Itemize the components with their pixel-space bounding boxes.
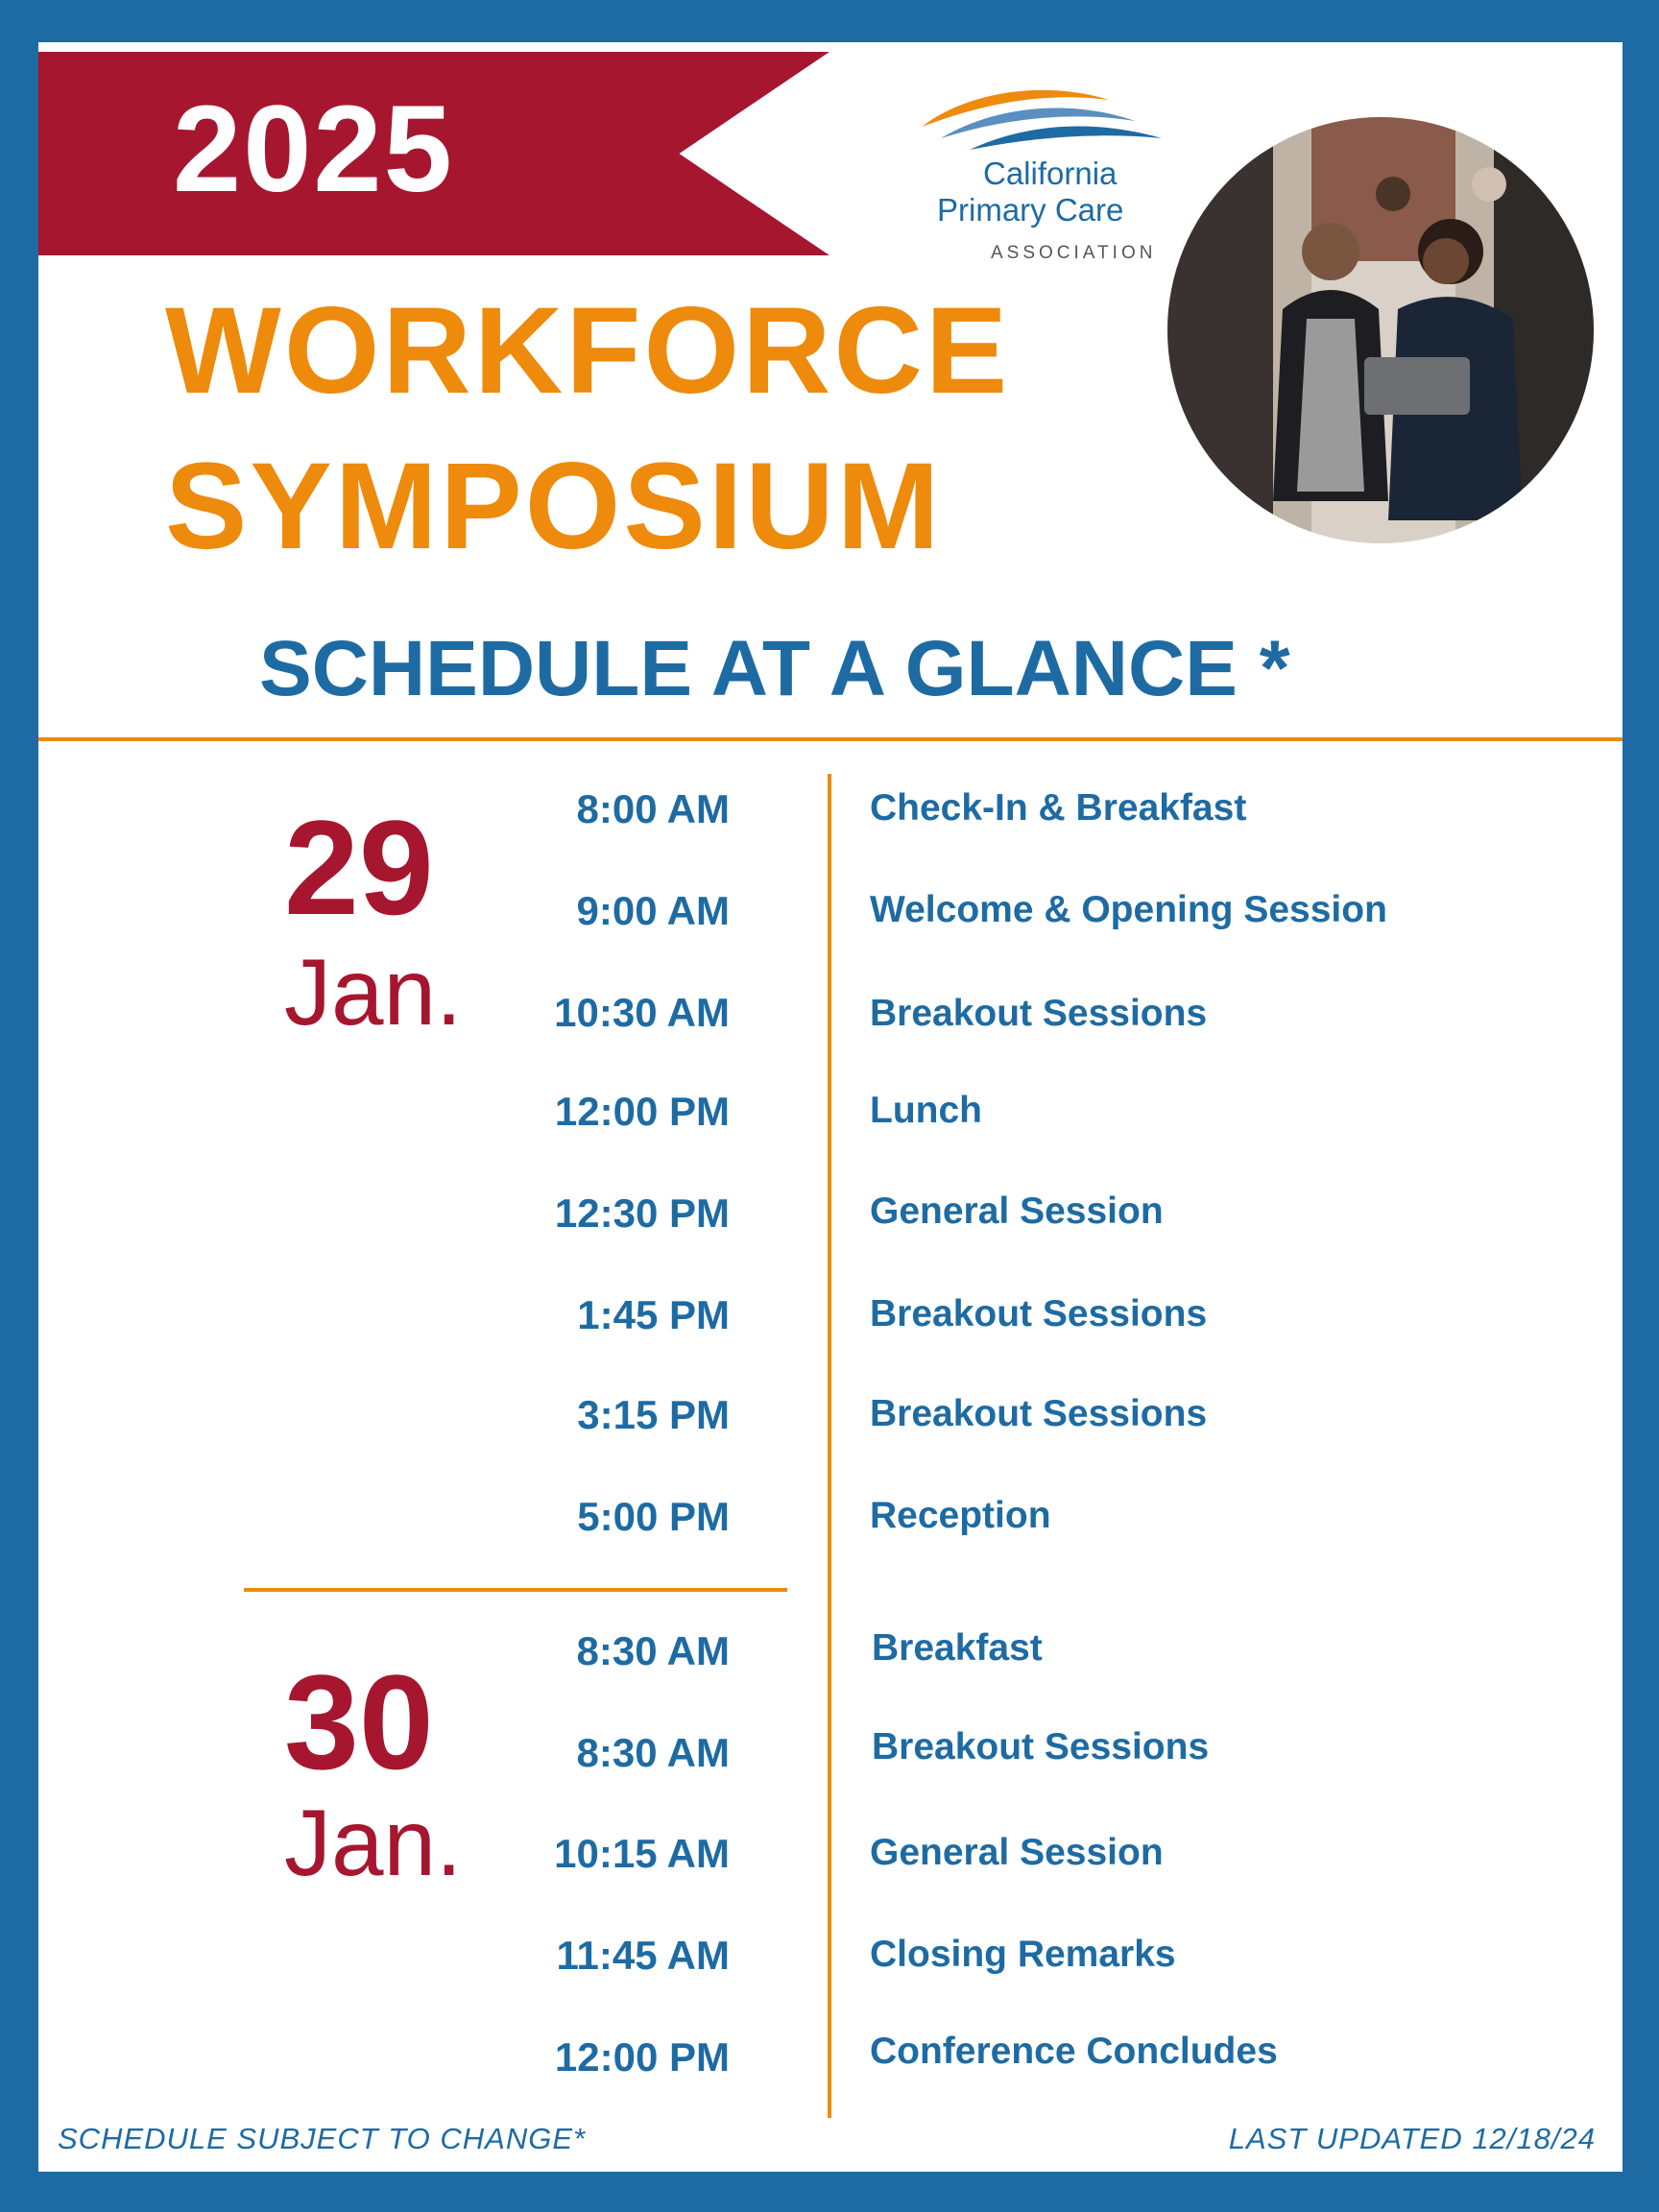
year-label: 2025 bbox=[173, 81, 454, 218]
logo-text-line1: California bbox=[983, 156, 1118, 191]
day1-time-3: 10:30 AM bbox=[554, 990, 730, 1035]
day1-month: Jan. bbox=[284, 939, 463, 1045]
day1-event-8: Reception bbox=[870, 1495, 1051, 1536]
day1-time-1: 8:00 AM bbox=[576, 786, 730, 831]
day2-time-1: 8:30 AM bbox=[576, 1628, 730, 1673]
day1-time-6: 1:45 PM bbox=[577, 1292, 730, 1337]
event-photo bbox=[1167, 117, 1594, 543]
day2-event-2: Breakout Sessions bbox=[872, 1726, 1210, 1767]
schedule-subtitle: SCHEDULE AT A GLANCE * bbox=[259, 625, 1290, 712]
day1-event-5: General Session bbox=[870, 1190, 1164, 1232]
day1-event-3: Breakout Sessions bbox=[870, 993, 1208, 1034]
logo-swoosh-icon bbox=[883, 71, 1171, 157]
day2-event-4: Closing Remarks bbox=[870, 1934, 1176, 1975]
day1-event-7: Breakout Sessions bbox=[870, 1393, 1208, 1434]
day1-time-2: 9:00 AM bbox=[576, 888, 730, 933]
logo-text-line2: Primary Care bbox=[937, 192, 1124, 228]
divider-top bbox=[38, 737, 1623, 741]
day2-event-3: General Session bbox=[870, 1832, 1164, 1873]
title-line2: SYMPOSIUM bbox=[165, 438, 943, 575]
day2-event-5: Conference Concludes bbox=[870, 2031, 1278, 2072]
footer-updated: LAST UPDATED 12/18/24 bbox=[1228, 2122, 1596, 2155]
flyer bbox=[38, 42, 1623, 2172]
day2-number: 30 bbox=[284, 1647, 434, 1797]
day2-time-3: 10:15 AM bbox=[554, 1831, 730, 1876]
divider-between-days bbox=[244, 1588, 787, 1592]
day1-number: 29 bbox=[284, 792, 434, 943]
day1-time-8: 5:00 PM bbox=[577, 1494, 730, 1539]
day1-time-5: 12:30 PM bbox=[554, 1190, 730, 1236]
day1-event-4: Lunch bbox=[870, 1090, 982, 1131]
day1-time-4: 12:00 PM bbox=[554, 1089, 730, 1134]
day1-event-2: Welcome & Opening Session bbox=[870, 889, 1387, 930]
day2-time-4: 11:45 AM bbox=[556, 1933, 730, 1978]
day2-month: Jan. bbox=[284, 1790, 463, 1895]
day2-time-5: 12:00 PM bbox=[554, 2034, 730, 2080]
people-photo-illustration bbox=[1167, 117, 1594, 543]
day2-event-1: Breakfast bbox=[872, 1627, 1043, 1669]
day2-time-2: 8:30 AM bbox=[576, 1730, 730, 1775]
title-line1: WORKFORCE bbox=[165, 282, 1011, 420]
day1-event-1: Check-In & Breakfast bbox=[870, 787, 1247, 829]
association-logo bbox=[883, 71, 1171, 263]
day1-event-6: Breakout Sessions bbox=[870, 1293, 1208, 1334]
logo-text-line3: ASSOCIATION bbox=[991, 243, 1157, 263]
divider-vertical bbox=[828, 774, 831, 2118]
day1-time-7: 3:15 PM bbox=[577, 1392, 730, 1437]
footer-disclaimer: SCHEDULE SUBJECT TO CHANGE* bbox=[58, 2122, 587, 2155]
